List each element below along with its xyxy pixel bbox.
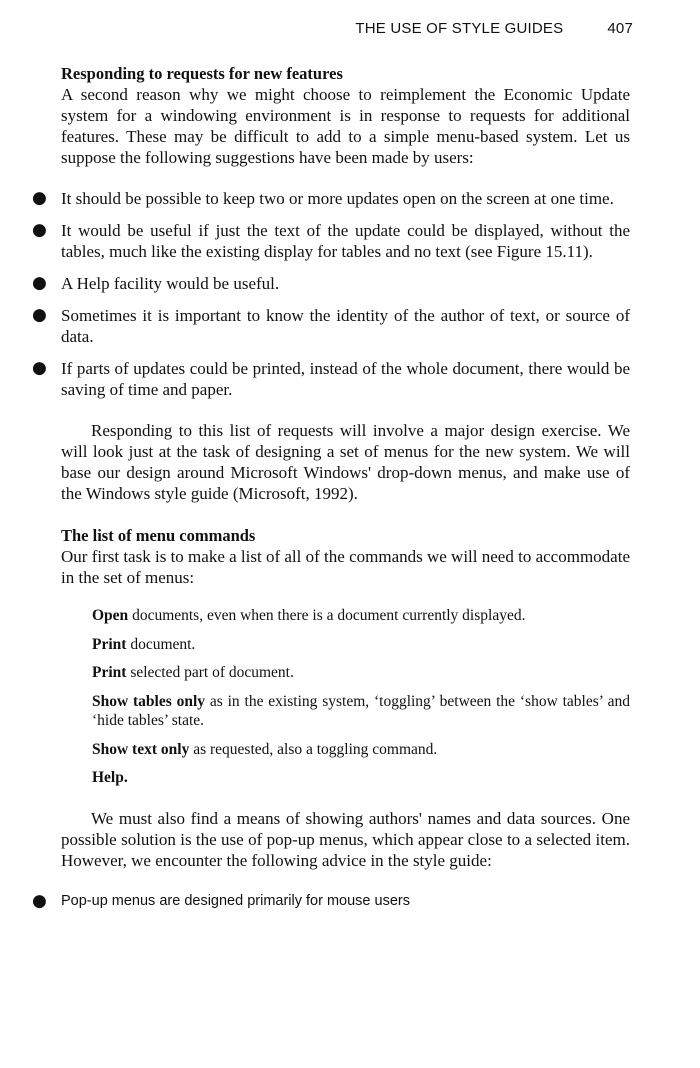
list-item: ● It would be useful if just the text of the update could be displayed, without the tables, much like the existing display for tables and no text (see Figure 15.11). (32, 220, 630, 261)
section-heading-new-features: Responding to requests for new features (61, 64, 343, 83)
list-item: ● It should be possible to keep two or more updates open on the screen at one time. (32, 188, 614, 208)
page-number: 407 (607, 20, 633, 37)
command-item: Open documents, even when there is a document currently displayed. (92, 607, 526, 624)
bullet-icon: ● (32, 890, 47, 911)
bullet-icon: ● (32, 273, 47, 293)
command-item: Print document. (92, 635, 196, 653)
bullet-icon: ● (32, 358, 47, 378)
bullet-icon: ● (32, 188, 47, 208)
follow-up-paragraph: Responding to this list of requests will involve a major design exercise. We will look just at the task of designing a set of menus for the new system. We will base our design around Microsoft Windows' drop-down menus, and make use of the Windows style guide (Microsoft, 1992). (61, 421, 630, 503)
feature-request-list (32, 188, 630, 400)
command-item: Show tables only as in the existing system, ‘toggling’ between the ‘show tables’ and ‘hide tables’ state. (92, 692, 631, 729)
intro-paragraph: A second reason why we might choose to reimplement the Economic Update system for a windowing environment is in response to requests for additional features. These may be difficult to add to a simple menu-based system. Let us suppose the following suggestions have been made by users: (61, 85, 630, 167)
command-item: Print selected part of document. (92, 664, 294, 681)
section-heading-menu-commands: The list of menu commands (61, 526, 256, 545)
bullet-icon: ● (32, 305, 47, 325)
running-title: THE USE OF STYLE GUIDES (355, 20, 564, 37)
commands-intro-paragraph: Our first task is to make a list of all of the commands we will need to accommodate in the set of menus: (61, 547, 630, 587)
closing-paragraph: We must also find a means of showing authors' names and data sources. One possible solution is the use of pop-up menus, which appear close to a selected item. However, we encounter the following advice in the style guide: (61, 808, 630, 870)
page-body (32, 63, 631, 911)
command-item: Help. (92, 769, 128, 786)
style-guide-quote: ● Pop-up menus are designed primarily for mouse users (32, 890, 410, 911)
menu-command-list (61, 606, 630, 788)
command-item: Show text only as requested, also a toggling command. (92, 740, 438, 758)
list-item: ● If parts of updates could be printed, instead of the whole document, there would be saving of time and paper. (32, 358, 630, 399)
running-header (0, 20, 633, 37)
bullet-icon: ● (32, 220, 47, 240)
list-item: ● Sometimes it is important to know the identity of the author of text, or source of data. (32, 305, 630, 346)
list-item: ● A Help facility would be useful. (32, 273, 280, 293)
